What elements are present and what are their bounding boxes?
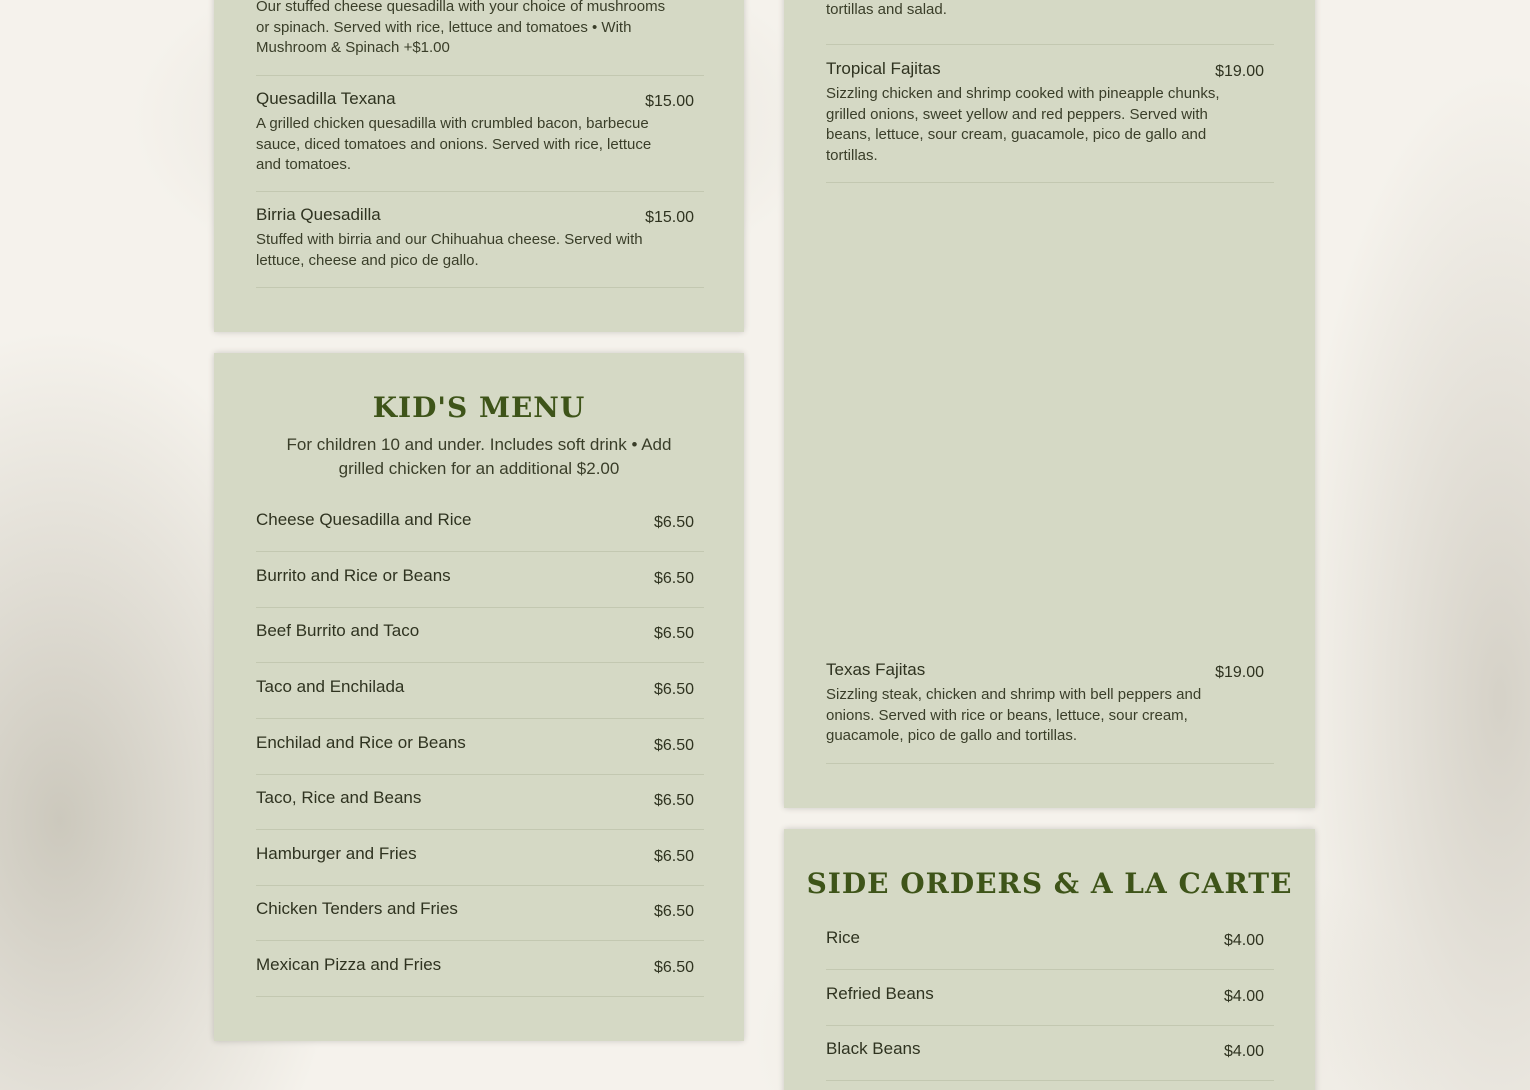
- item-name: Beef Burrito and Taco: [256, 621, 420, 640]
- item-price: $6.50: [653, 792, 694, 809]
- item-description: Stuffed with birria and our Chihuahua cheese. Served with lettuce, cheese and pico de gallo.: [256, 231, 643, 269]
- kids-menu-panel: [214, 353, 744, 1041]
- item-price: $6.50: [653, 681, 694, 698]
- menu-item[interactable]: [256, 607, 704, 663]
- item-name: Cheese Quesadilla and Rice: [256, 510, 472, 529]
- item-name: Quesadilla Texana: [256, 89, 396, 108]
- menu-item-partial: [256, 0, 704, 76]
- item-price: $6.50: [653, 848, 694, 865]
- side-orders-panel: [784, 829, 1315, 1090]
- menu-item[interactable]: [256, 663, 704, 719]
- item-price: $6.50: [653, 570, 694, 587]
- item-name: Burrito and Rice or Beans: [256, 566, 451, 585]
- item-price: $4.00: [1223, 988, 1264, 1005]
- section-title: KID'S MENU: [372, 391, 586, 424]
- item-price: $4.00: [1223, 932, 1264, 949]
- menu-item[interactable]: [826, 1025, 1274, 1081]
- item-name: Taco, Rice and Beans: [256, 788, 422, 807]
- item-price: $6.50: [653, 737, 694, 754]
- item-name: Tropical Fajitas: [826, 59, 941, 78]
- menu-item[interactable]: [256, 552, 704, 608]
- item-description: A grilled chicken quesadilla with crumbled bacon, barbecue sauce, diced tomatoes and onions. Served with rice, lettuce and tomatoes.: [256, 115, 652, 173]
- menu-item[interactable]: [256, 774, 704, 830]
- item-name: Chicken Tenders and Fries: [256, 899, 458, 918]
- item-name: Rice: [826, 928, 861, 947]
- item-name: Hamburger and Fries: [256, 844, 417, 863]
- item-price: $19.00: [1215, 664, 1264, 681]
- item-price: $6.50: [653, 625, 694, 642]
- fajitas-panel: [784, 0, 1315, 808]
- item-price: $19.00: [1215, 63, 1264, 80]
- section-title: SIDE ORDERS & A LA CARTE: [806, 867, 1293, 900]
- item-name: Birria Quesadilla: [256, 205, 381, 224]
- item-name: Taco and Enchilada: [256, 677, 405, 696]
- menu-item-partial: [826, 0, 1274, 45]
- menu-item[interactable]: [826, 970, 1274, 1026]
- menu-item[interactable]: [256, 885, 704, 941]
- menu-item[interactable]: [826, 646, 1274, 764]
- item-description: Sizzling steak, chicken and shrimp with bell peppers and onions. Served with rice or beans, lettuce, sour cream, guacamole, pico de gallo and tortillas.: [826, 686, 1202, 744]
- item-name: Mexican Pizza and Fries: [256, 955, 442, 974]
- menu-item[interactable]: [256, 191, 704, 288]
- item-name: Black Beans: [826, 1039, 921, 1058]
- menu-item[interactable]: [826, 914, 1274, 970]
- menu-item[interactable]: [826, 45, 1274, 183]
- item-price: $4.00: [1223, 1043, 1264, 1060]
- item-price: $6.50: [653, 514, 694, 531]
- item-name: Enchilad and Rice or Beans: [256, 733, 466, 752]
- item-price: $15.00: [645, 209, 694, 226]
- item-price: $15.00: [645, 93, 694, 110]
- quesadillas-panel: [214, 0, 744, 332]
- item-name: Texas Fajitas: [826, 660, 926, 679]
- item-description: tortillas and salad.: [826, 0, 947, 18]
- item-price: $6.50: [653, 959, 694, 976]
- item-price: $6.50: [653, 903, 694, 920]
- menu-item[interactable]: [256, 830, 704, 886]
- menu-item[interactable]: [256, 75, 704, 192]
- item-name: Refried Beans: [826, 984, 934, 1003]
- menu-item[interactable]: [256, 941, 704, 997]
- item-description: Sizzling chicken and shrimp cooked with pineapple chunks, grilled onions, sweet yellow and red peppers. Served with beans, lettuce, sour cream, guacamole, pico de gallo and tortillas.: [826, 85, 1220, 164]
- item-description: Our stuffed cheese quesadilla with your choice of mushrooms or spinach. Served with rice, lettuce and tomatoes • With Mushroom & Spinach +$1.00: [256, 0, 666, 56]
- section-subtitle: For children 10 and under. Includes soft drink • Add grilled chicken for an additional $2.00: [286, 435, 672, 478]
- menu-item[interactable]: [256, 719, 704, 775]
- menu-item[interactable]: [256, 496, 704, 552]
